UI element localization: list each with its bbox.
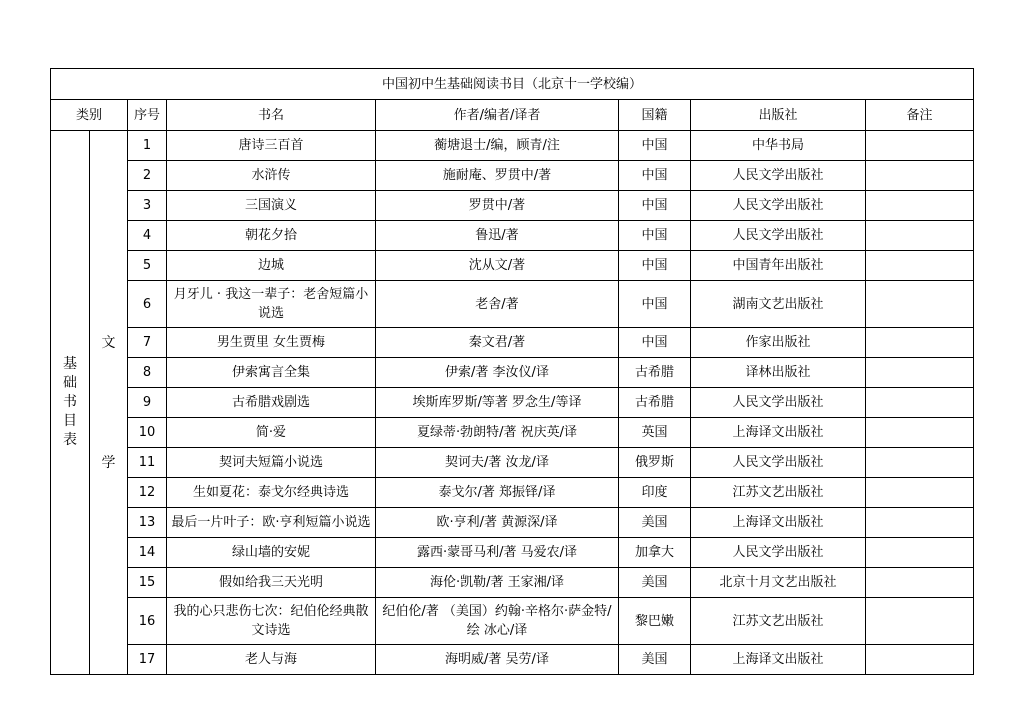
table-row bbox=[51, 418, 974, 448]
book-publisher: 中国青年出版社 bbox=[691, 251, 866, 281]
book-nationality: 中国 bbox=[619, 328, 691, 358]
book-title: 伊索寓言全集 bbox=[167, 358, 376, 388]
book-title: 契诃夫短篇小说选 bbox=[167, 448, 376, 478]
table-row bbox=[51, 161, 974, 191]
book-publisher: 湖南文艺出版社 bbox=[691, 281, 866, 328]
book-remark bbox=[866, 568, 974, 598]
book-nationality: 美国 bbox=[619, 645, 691, 675]
book-author: 秦文君/著 bbox=[376, 328, 619, 358]
category-char: 书 bbox=[63, 394, 77, 410]
book-author: 埃斯库罗斯/等著 罗念生/等译 bbox=[376, 388, 619, 418]
header-publisher: 出版社 bbox=[691, 100, 866, 131]
book-publisher: 译林出版社 bbox=[691, 358, 866, 388]
row-number: 8 bbox=[128, 358, 167, 388]
row-number: 13 bbox=[128, 508, 167, 538]
book-title: 生如夏花：泰戈尔经典诗选 bbox=[167, 478, 376, 508]
book-title: 最后一片叶子：欧·亨利短篇小说选 bbox=[167, 508, 376, 538]
category-char: 基 bbox=[63, 356, 77, 372]
book-author: 契诃夫/著 汝龙/译 bbox=[376, 448, 619, 478]
table-row bbox=[51, 508, 974, 538]
book-nationality: 加拿大 bbox=[619, 538, 691, 568]
book-title: 唐诗三百首 bbox=[167, 131, 376, 161]
row-number: 11 bbox=[128, 448, 167, 478]
book-author: 沈从文/著 bbox=[376, 251, 619, 281]
book-publisher: 人民文学出版社 bbox=[691, 191, 866, 221]
category-char: 目 bbox=[63, 413, 77, 429]
table-row bbox=[51, 131, 974, 161]
header-number: 序号 bbox=[128, 100, 167, 131]
category-char: 表 bbox=[63, 432, 77, 448]
book-publisher: 人民文学出版社 bbox=[691, 448, 866, 478]
table-row bbox=[51, 358, 974, 388]
header-book-title: 书名 bbox=[167, 100, 376, 131]
book-remark bbox=[866, 191, 974, 221]
row-number: 5 bbox=[128, 251, 167, 281]
reading-list-table bbox=[50, 68, 974, 675]
book-author: 老舍/著 bbox=[376, 281, 619, 328]
book-publisher: 江苏文艺出版社 bbox=[691, 598, 866, 645]
table-row bbox=[51, 328, 974, 358]
row-number: 15 bbox=[128, 568, 167, 598]
book-remark bbox=[866, 281, 974, 328]
book-title: 男生贾里 女生贾梅 bbox=[167, 328, 376, 358]
book-publisher: 人民文学出版社 bbox=[691, 161, 866, 191]
header-author: 作者/编者/译者 bbox=[376, 100, 619, 131]
header-nationality: 国籍 bbox=[619, 100, 691, 131]
header-row bbox=[51, 100, 974, 131]
book-remark bbox=[866, 131, 974, 161]
book-author: 露西·蒙哥马利/著 马爱农/译 bbox=[376, 538, 619, 568]
table-row bbox=[51, 598, 974, 645]
row-number: 6 bbox=[128, 281, 167, 328]
subcategory-char: 学 bbox=[101, 454, 116, 471]
row-number: 14 bbox=[128, 538, 167, 568]
table-row bbox=[51, 191, 974, 221]
table-row bbox=[51, 568, 974, 598]
book-publisher: 北京十月文艺出版社 bbox=[691, 568, 866, 598]
book-nationality: 印度 bbox=[619, 478, 691, 508]
row-number: 2 bbox=[128, 161, 167, 191]
book-remark bbox=[866, 161, 974, 191]
book-remark bbox=[866, 388, 974, 418]
book-remark bbox=[866, 221, 974, 251]
book-publisher: 上海译文出版社 bbox=[691, 508, 866, 538]
book-title: 朝花夕拾 bbox=[167, 221, 376, 251]
book-nationality: 中国 bbox=[619, 161, 691, 191]
book-title: 老人与海 bbox=[167, 645, 376, 675]
book-title: 边城 bbox=[167, 251, 376, 281]
table-row bbox=[51, 388, 974, 418]
row-number: 10 bbox=[128, 418, 167, 448]
book-publisher: 上海译文出版社 bbox=[691, 645, 866, 675]
book-author: 夏绿蒂·勃朗特/著 祝庆英/译 bbox=[376, 418, 619, 448]
book-publisher: 上海译文出版社 bbox=[691, 418, 866, 448]
book-author: 海明威/著 吴劳/译 bbox=[376, 645, 619, 675]
book-nationality: 美国 bbox=[619, 568, 691, 598]
header-remark: 备注 bbox=[866, 100, 974, 131]
book-remark bbox=[866, 538, 974, 568]
book-remark bbox=[866, 358, 974, 388]
book-publisher: 中华书局 bbox=[691, 131, 866, 161]
book-title: 月牙儿 · 我这一辈子：老舍短篇小说选 bbox=[167, 281, 376, 328]
book-author: 鲁迅/著 bbox=[376, 221, 619, 251]
book-nationality: 中国 bbox=[619, 281, 691, 328]
book-publisher: 人民文学出版社 bbox=[691, 388, 866, 418]
table-row bbox=[51, 251, 974, 281]
table-row bbox=[51, 448, 974, 478]
book-nationality: 古希腊 bbox=[619, 388, 691, 418]
book-publisher: 人民文学出版社 bbox=[691, 538, 866, 568]
table-row bbox=[51, 221, 974, 251]
book-remark bbox=[866, 328, 974, 358]
book-publisher: 人民文学出版社 bbox=[691, 221, 866, 251]
header-category: 类别 bbox=[51, 100, 128, 131]
row-number: 7 bbox=[128, 328, 167, 358]
book-author: 纪伯伦/著 （美国）约翰·辛格尔·萨金特/绘 冰心/译 bbox=[376, 598, 619, 645]
row-number: 9 bbox=[128, 388, 167, 418]
book-nationality: 中国 bbox=[619, 131, 691, 161]
table-row bbox=[51, 645, 974, 675]
book-nationality: 中国 bbox=[619, 191, 691, 221]
row-number: 16 bbox=[128, 598, 167, 645]
category-basic-book-list bbox=[51, 131, 90, 675]
book-publisher: 作家出版社 bbox=[691, 328, 866, 358]
book-nationality: 古希腊 bbox=[619, 358, 691, 388]
row-number: 4 bbox=[128, 221, 167, 251]
book-author: 伊索/著 李汝仪/译 bbox=[376, 358, 619, 388]
book-author: 泰戈尔/著 郑振铎/译 bbox=[376, 478, 619, 508]
book-nationality: 英国 bbox=[619, 418, 691, 448]
table-title: 中国初中生基础阅读书目（北京十一学校编） bbox=[51, 69, 974, 100]
book-remark bbox=[866, 478, 974, 508]
book-remark bbox=[866, 251, 974, 281]
table-row bbox=[51, 478, 974, 508]
book-publisher: 江苏文艺出版社 bbox=[691, 478, 866, 508]
book-nationality: 黎巴嫩 bbox=[619, 598, 691, 645]
row-number: 3 bbox=[128, 191, 167, 221]
book-nationality: 美国 bbox=[619, 508, 691, 538]
book-nationality: 俄罗斯 bbox=[619, 448, 691, 478]
table-row bbox=[51, 538, 974, 568]
table-row bbox=[51, 281, 974, 328]
book-remark bbox=[866, 448, 974, 478]
book-title: 古希腊戏剧选 bbox=[167, 388, 376, 418]
book-remark bbox=[866, 508, 974, 538]
book-author: 蘅塘退士/编，顾青/注 bbox=[376, 131, 619, 161]
book-title: 我的心只悲伤七次：纪伯伦经典散文诗选 bbox=[167, 598, 376, 645]
book-nationality: 中国 bbox=[619, 251, 691, 281]
subcategory-literature bbox=[90, 131, 128, 675]
book-title: 水浒传 bbox=[167, 161, 376, 191]
subcategory-char: 文 bbox=[101, 334, 116, 351]
book-title: 三国演义 bbox=[167, 191, 376, 221]
book-remark bbox=[866, 598, 974, 645]
book-title: 假如给我三天光明 bbox=[167, 568, 376, 598]
row-number: 12 bbox=[128, 478, 167, 508]
book-author: 施耐庵、罗贯中/著 bbox=[376, 161, 619, 191]
book-title: 绿山墙的安妮 bbox=[167, 538, 376, 568]
book-author: 罗贯中/著 bbox=[376, 191, 619, 221]
book-remark bbox=[866, 418, 974, 448]
category-char: 础 bbox=[63, 375, 77, 391]
row-number: 17 bbox=[128, 645, 167, 675]
row-number: 1 bbox=[128, 131, 167, 161]
book-remark bbox=[866, 645, 974, 675]
book-author: 海伦·凯勒/著 王家湘/译 bbox=[376, 568, 619, 598]
book-author: 欧·亨利/著 黄源深/译 bbox=[376, 508, 619, 538]
book-title: 简·爱 bbox=[167, 418, 376, 448]
book-nationality: 中国 bbox=[619, 221, 691, 251]
